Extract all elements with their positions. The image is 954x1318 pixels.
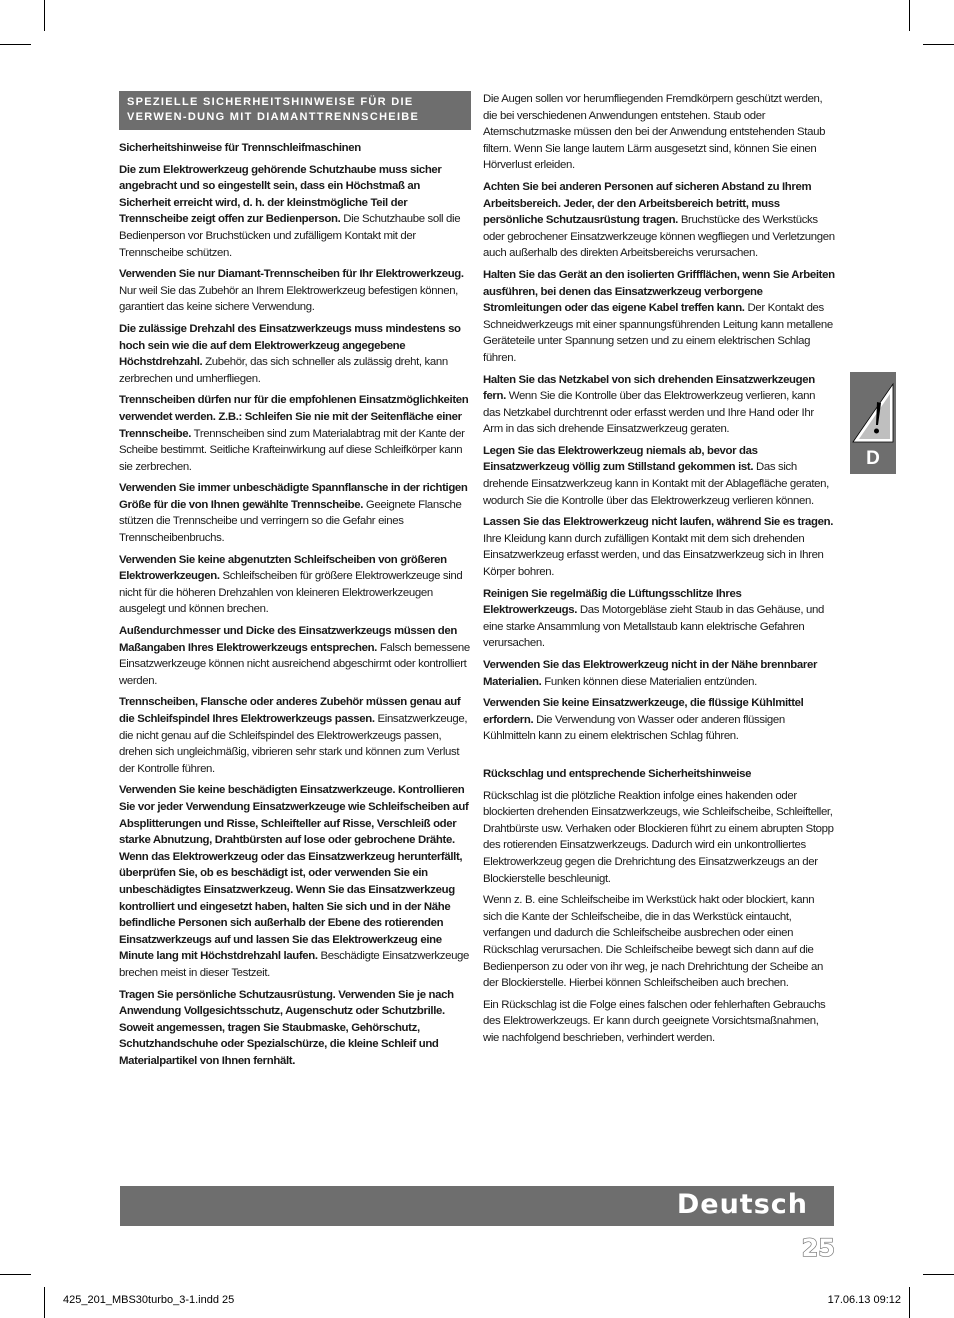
paragraph-bold: Verwenden Sie keine beschädigten Einsatzwerkzeuge. Kontrollieren Sie vor jeder Verwendung Einsatzwerkzeuge wie Schleifscheiben auf Absplitterungen und Risse, Schleifteller auf Risse, Verschleiß oder starke Abnutzung, Drahtbürsten auf lose oder gebrochene Drähte. Wenn das Elektrowerkzeug oder das Einsatzwerkzeug herunterfällt, überprüfen Sie, ob es beschädigt ist, oder verwenden Sie ein unbeschädigtes Einsatzwerkzeug. Wenn Sie das Einsatzwerkzeug kontrolliert und eingesetzt haben, halten Sie sich und in der Nähe befindliche Personen sich außerhalb der Ebene des rotierenden Einsatzwerkzeugs auf und lassen Sie das Elektrowerkzeug eine Minute lang mit Höchstdrehzahl laufen.	[119, 784, 469, 963]
paragraph	[483, 788, 835, 888]
paragraph	[483, 997, 835, 1047]
paragraph-bold: Verwenden Sie das Elektrowerkzeug nicht in der Nähe brennbarer Materialien.	[483, 659, 818, 688]
paragraph	[119, 552, 471, 618]
left-column	[119, 91, 471, 1074]
section-title: SPEZIELLE SICHERHEITSHINWEISE FÜR DIE VERWEN-DUNG MIT DIAMANTTRENNSCHEIBE	[119, 91, 471, 130]
subheading-kickback: Rückschlag und entsprechende Sicherheitshinweise	[483, 767, 752, 780]
paragraph-text: Die Augen sollen vor herumfliegenden Fremdkörpern geschützt werden, die bei verschiedenen Anwendungen entstehen. Staub oder Atemschutzmaske müssen den bei der Anwendung entstehenden Staub filtern. Wenn Sie lange lautem Lärm ausgesetzt sind, können Sie einen Hörverlust erleiden.	[483, 93, 826, 172]
language-letter: D	[866, 448, 880, 469]
slug-file-info: 425_201_MBS30turbo_3-1.indd 25	[63, 1294, 235, 1306]
paragraph	[483, 372, 835, 438]
paragraph-text: Die Verwendung von Wasser oder anderen flüssigen Kühlmitteln kann zu einem elektrischen Schlag führen.	[483, 713, 785, 743]
language-label: Deutsch	[676, 1189, 808, 1220]
paragraph-text: Bruchstücke des Werkstücks oder gebrochener Einsatzwerkzeuge können wegfliegen und Verletzungen auch außerhalb des direkten Arbeitsbereichs verursachen.	[483, 214, 835, 260]
paragraph-text: Zubehör, das sich schneller als zulässig dreht, kann zerbrechen und umherfliegen.	[119, 356, 448, 385]
paragraph-text: Rückschlag ist die plötzliche Reaktion infolge eines hakenden oder blockierten drehenden Einsatzwerkzeugs, wie Schleifscheibe, Schleifteller, Drahtbürste usw. Verhaken oder Blockieren führt zu einem abrupten Stopp des rotierenden Einsatzwerkzeugs. Dadurch wird ein unkontrolliertes Elektrowerkzeug gegen die Drehrichtung des Einsatzwerkzeugs an der Blockierstelle beschleunigt.	[483, 789, 834, 885]
crop-mark	[909, 1287, 910, 1318]
paragraph	[119, 782, 471, 981]
paragraph-bold: Lassen Sie das Elektrowerkzeug nicht laufen, während Sie es tragen.	[483, 516, 834, 529]
paragraph	[483, 179, 835, 262]
paragraph	[483, 514, 835, 580]
spacer	[483, 750, 835, 766]
warning-triangle-icon	[851, 376, 895, 444]
crop-mark	[44, 0, 45, 31]
paragraph-bold: Tragen Sie persönliche Schutzausrüstung. Verwenden Sie je nach Anwendung Vollgesichtsschutz, Augenschutz oder Schutzbrille. Soweit angemessen, tragen Sie Staubmaske, Gehörschutz, Schutzhandschuhe oder Spezialschürze, die kleine Schleif und Materialpartikel von Ihnen fernhält.	[119, 988, 454, 1067]
paragraph-bold: Legen Sie das Elektrowerkzeug niemals ab, bevor das Einsatzwerkzeug völlig zum Stillstand gekommen ist.	[483, 444, 758, 474]
paragraph	[483, 695, 835, 745]
paragraph	[483, 586, 835, 652]
paragraph-text: Nur weil Sie das Zubehör an Ihrem Elektrowerkzeug befestigen können, garantiert das keine sichere Verwendung.	[119, 284, 458, 314]
paragraph-text: Geeignete Flansche stützen die Trennscheibe und verringern so die Gefahr eines Trennscheibenbruchs.	[119, 498, 462, 545]
slug-date-time: 17.06.13 09:12	[827, 1294, 901, 1306]
crop-mark	[923, 1274, 954, 1275]
paragraph	[119, 987, 471, 1070]
paragraph-text: Das Motorgebläse zieht Staub in das Gehäuse, und eine starke Ansammlung von Metallstaub kann elektrische Gefahren verursachen.	[483, 604, 824, 650]
paragraph-bold: Reinigen Sie regelmäßig die Lüftungsschlitze Ihres Elektrowerkzeugs.	[483, 587, 742, 617]
paragraph	[483, 892, 835, 992]
paragraph	[119, 623, 471, 689]
paragraph-bold: Verwenden Sie keine Einsatzwerkzeuge, die flüssige Kühlmittel erfordern.	[483, 697, 804, 726]
paragraph-text: Falsch bemessene Einsatzwerkzeuge können nicht ausreichend abgeschirmt oder kontrolliert werden.	[119, 641, 470, 687]
paragraph-bold: Außendurchmesser und Dicke des Einsatzwerkzeugs müssen den Maßangaben Ihres Elektrowerkzeugs entsprechen.	[119, 625, 457, 654]
crop-mark	[909, 0, 910, 31]
paragraph-bold: Verwenden Sie nur Diamant-Trennscheiben für Ihr Elektrowerkzeug.	[119, 268, 464, 281]
paragraph-bold: Die zulässige Drehzahl des Einsatzwerkzeugs muss mindestens so hoch sein wie die auf dem Elektrowerkzeug angegebene Höchstdrehzahl.	[119, 322, 461, 369]
paragraph-bold: Verwenden Sie keine abgenutzten Schleifscheiben von größeren Elektrowerkzeugen.	[119, 553, 447, 583]
paragraph	[483, 267, 835, 367]
paragraph-text: Trennscheiben sind zum Materialabtrag mit der Kante der Scheibe bestimmt. Seitliche Krafteinwirkung auf diese Schleifkörper kann sie zerbrechen.	[119, 427, 465, 473]
paragraph-bold: Achten Sie bei anderen Personen auf sicheren Abstand zu Ihrem Arbeitsbereich. Jeder, der den Arbeitsbereich betritt, muss persönliche Schutzausrüstung tragen.	[483, 180, 812, 227]
paragraph	[483, 443, 835, 509]
subheading: Sicherheitshinweise für Trennschleifmaschinen	[119, 142, 361, 154]
language-side-tab	[850, 372, 896, 474]
paragraph	[119, 266, 471, 316]
left-paragraphs	[119, 162, 471, 1070]
crop-mark	[0, 1274, 31, 1275]
paragraph-text: Beschädigte Einsatzwerkzeuge brechen meist in dieser Testzeit.	[119, 950, 470, 979]
paragraph	[483, 91, 835, 174]
paragraph	[119, 480, 471, 546]
paragraph-bold: Trennscheiben dürfen nur für die empfohlenen Einsatzmöglichkeiten verwendet werden. Z.B.: Schleifen Sie nie mit der Seitenfläche einer Trennscheibe.	[119, 394, 469, 440]
paragraph	[119, 321, 471, 387]
crop-mark	[44, 1287, 45, 1318]
paragraph-text: Das sich drehende Einsatzwerkzeug kann in Kontakt mit der Ablagefläche geraten, wodurch Sie die Kontrolle über das Elektrowerkzeug verlieren können.	[483, 461, 829, 507]
paragraph-bold: Halten Sie das Gerät an den isolierten Griffflächen, wenn Sie Arbeiten ausführen, bei denen das Einsatzwerkzeug verborgene Stromleitungen oder das eigene Kabel treffen kann.	[483, 268, 835, 315]
crop-mark	[0, 44, 31, 45]
paragraph-bold: Trennscheiben, Flansche oder anderes Zubehör müssen genau auf die Schleifspindel Ihres Elektrowerkzeugs passen.	[119, 696, 461, 725]
page-number: 25	[801, 1234, 835, 1262]
right-column	[483, 91, 835, 1051]
paragraph	[119, 162, 471, 262]
paragraph	[119, 392, 471, 475]
crop-mark	[923, 44, 954, 45]
paragraph-text: Der Kontakt des Schneidwerkzeugs mit einer spannungsführenden Leitung kann metallene Geräteteile unter Spannung setzen und zu einem elektrischen Schlag führen.	[483, 302, 833, 364]
paragraph-bold: Die zum Elektrowerkzeug gehörende Schutzhaube muss sicher angebracht und so eingestellt sein, dass ein Höchstmaß an Sicherheit erreicht wird, d. h. der kleinstmögliche Teil der Trennscheibe zeigt offen zur Bedienperson.	[119, 163, 442, 226]
paragraph-text: Wenn Sie die Kontrolle über das Elektrowerkzeug verlieren, kann das Netzkabel durchtrennt oder erfasst werden und Ihre Hand oder Ihr Arm in das sich drehende Einsatzwerkzeug geraten.	[483, 390, 816, 436]
paragraph-text: Ein Rückschlag ist die Folge eines falschen oder fehlerhaften Gebrauchs des Elektrowerkzeugs. Er kann durch geeignete Vorsichtsmaßnahmen, wie nachfolgend beschrieben, verhindert werden.	[483, 998, 826, 1044]
paragraph-text: Wenn z. B. eine Schleifscheibe im Werkstück hakt oder blockiert, kann sich die Kante der Schleifscheibe, die in das Werkstück eintaucht, verfangen und dadurch die Schleifscheibe ausbrechen oder einen Rückschlag verursachen. Die Schleifscheibe bewegt sich dann auf die Bedienperson zu oder von ihr weg, je nach Drehrichtung der Scheibe an der Blockierstelle. Hierbei können Schleifscheiben auch brechen.	[483, 894, 823, 990]
paragraph-text: Die Schutzhaube soll die Bedienperson vor Bruchstücken und zufälligem Kontakt mit der Trennscheibe schützen.	[119, 213, 461, 259]
paragraph-text: Ihre Kleidung kann durch zufälligen Kontakt mit dem sich drehenden Einsatzwerkzeug erfasst werden, und das Einsatzwerkzeug sich in Ihren Körper bohren.	[483, 532, 824, 579]
paragraph-text: Einsatzwerkzeuge, die nicht genau auf die Schleifspindel des Elektrowerkzeugs passen, drehen sich ungleichmäßig, vibrieren sehr stark und können zum Verlust der Kontrolle führen.	[119, 713, 468, 775]
paragraph	[119, 694, 471, 777]
footer-language-bar	[120, 1186, 834, 1226]
paragraph	[483, 657, 835, 690]
paragraph-bold: Halten Sie das Netzkabel von sich drehenden Einsatzwerkzeugen fern.	[483, 373, 815, 403]
paragraph-text: Funken können diese Materialien entzünden.	[541, 675, 757, 688]
paragraph-bold: Verwenden Sie immer unbeschädigte Spannflansche in der richtigen Größe für die von Ihnen gewählte Trennscheibe.	[119, 482, 468, 511]
paragraph-text: Schleifscheiben für größere Elektrowerkzeuge sind nicht für die höheren Drehzahlen von kleineren Elektrowerkzeugen ausgelegt und können brechen.	[119, 570, 463, 616]
right-paragraphs-a	[483, 91, 835, 745]
right-paragraphs-b	[483, 788, 835, 1047]
